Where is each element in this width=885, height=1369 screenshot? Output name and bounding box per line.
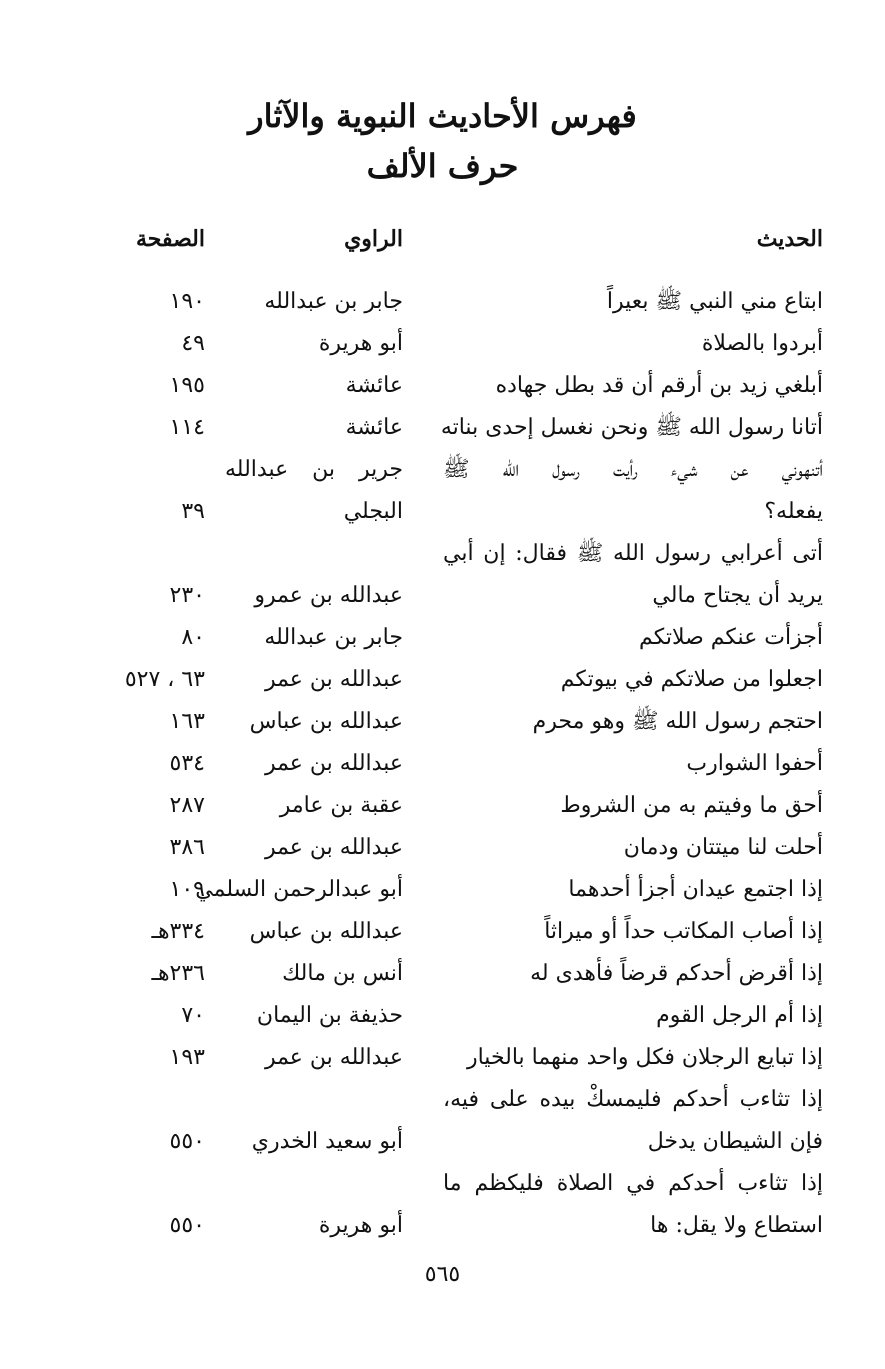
hadith-text: استطاع ولا يقل: ها [650,1213,823,1238]
hadith-text: احتجم رسول الله ﷺ وهو محرم [532,709,823,734]
page-ref: ٨٠ [181,625,205,650]
table-row [0,702,885,744]
page-ref: ٣٩ [181,499,205,524]
page-ref: ١٩٥ [169,373,205,398]
table-row [0,450,885,492]
table-row [0,660,885,702]
page-ref: ٥٥٠ [169,1129,205,1154]
narrator: أنس بن مالك [282,961,403,986]
table-row [0,828,885,870]
page-ref: ١٩٠ [169,289,205,314]
page-ref: ٤٩ [181,331,205,356]
hadith-text: أتانا رسول الله ﷺ ونحن نغسل إحدى بناته [440,415,823,440]
hadith-text: ابتاع مني النبي ﷺ بعيراً [606,289,823,314]
narrator: عائشة [345,373,403,398]
narrator: حذيفة بن اليمان [256,1003,403,1028]
hadith-text: إذا تثاءب أحدكم فليمسكْ بيده على فيه، [443,1087,823,1112]
header-rawi: الراوي [344,226,403,252]
table-row [0,1122,885,1164]
table-row [0,534,885,576]
table-row [0,1080,885,1122]
narrator: عقبة بن عامر [279,793,403,818]
narrator: أبو عبدالرحمن السلمي [195,877,403,902]
page-ref: ٢٣٠ [169,583,205,608]
page-ref: ٦٣ ، ٥٢٧ [124,667,205,692]
page-ref: ٧٠ [181,1003,205,1028]
table-row [0,576,885,618]
narrator: عبدالله بن عمر [264,667,403,692]
page-ref: ٢٣٦هـ [151,961,205,986]
header-hadith: الحديث [756,226,823,252]
page-ref: ١٦٣ [169,709,205,734]
table-row [0,1164,885,1206]
page-ref: ٢٨٧ [169,793,205,818]
table-row [0,492,885,534]
table-row [0,1038,885,1080]
hadith-text: اجعلوا من صلاتكم في بيوتكم [560,667,823,692]
hadith-text: إذا تثاءب أحدكم في الصلاة فليكظم ما [443,1171,823,1196]
narrator: عبدالله بن عمر [264,751,403,776]
hadith-text: يفعله؟ [764,499,823,524]
narrator: أبو سعيد الخدري [251,1129,403,1154]
hadith-text: إذا أقرض أحدكم قرضاً فأهدى له [530,961,823,986]
hadith-text: يريد أن يجتاح مالي [652,583,823,608]
narrator: عبدالله بن عباس [249,919,403,944]
section-title: حرف الألف [366,147,519,185]
hadith-text: إذا أصاب المكاتب حداً أو ميراثاً [544,919,823,944]
hadith-text: إذا اجتمع عيدان أجزأ أحدهما [568,877,823,902]
table-row [0,912,885,954]
hadith-text: أحفوا الشوارب [686,751,823,776]
table-row [0,324,885,366]
page-title: فهرس الأحاديث النبوية والآثار [248,97,637,135]
table-row [0,366,885,408]
page-ref: ٣٨٦ [169,835,205,860]
hadith-text: أحلت لنا ميتتان ودمان [623,835,823,860]
hadith-text: أحق ما وفيتم به من الشروط [560,793,823,818]
table-row [0,618,885,660]
narrator: عائشة [345,415,403,440]
narrator: البجلي [343,499,403,524]
table-row [0,744,885,786]
hadith-text: أتنهوني عن شيء رأيت رسول الله ﷺ [443,457,823,482]
table-row [0,1206,885,1248]
table-row [0,408,885,450]
table-row [0,954,885,996]
table-row [0,282,885,324]
page-ref: ٥٣٤ [169,751,205,776]
narrator: جابر بن عبدالله [264,625,403,650]
narrator: عبدالله بن عمر [264,1045,403,1070]
page-ref: ١٩٣ [169,1045,205,1070]
hadith-text: أجزأت عنكم صلاتكم [639,625,823,650]
narrator: جرير بن عبدالله [225,457,403,482]
table-row [0,786,885,828]
table-row [0,996,885,1038]
narrator: عبدالله بن عباس [249,709,403,734]
narrator: أبو هريرة [318,1213,403,1238]
hadith-text: إذا تبايع الرجلان فكل واحد منهما بالخيار [466,1045,823,1070]
hadith-text: أبلغي زيد بن أرقم أن قد بطل جهاده [495,373,823,398]
header-page: الصفحة [135,226,205,252]
hadith-text: فإن الشيطان يدخل [647,1129,823,1154]
table-row [0,870,885,912]
hadith-text: إذا أم الرجل القوم [656,1003,823,1028]
narrator: أبو هريرة [318,331,403,356]
hadith-text: أتى أعرابي رسول الله ﷺ فقال: إن أبي [443,541,823,566]
page-ref: ١٠٩ [169,877,205,902]
narrator: عبدالله بن عمرو [254,583,403,608]
hadith-text: أبردوا بالصلاة [701,331,823,356]
index-table [0,282,885,1248]
page-ref: ٣٣٤هـ [151,919,205,944]
narrator: عبدالله بن عمر [264,835,403,860]
page-ref: ١١٤ [169,415,205,440]
page-number: ٥٦٥ [424,1262,461,1287]
page-ref: ٥٥٠ [169,1213,205,1238]
narrator: جابر بن عبدالله [264,289,403,314]
